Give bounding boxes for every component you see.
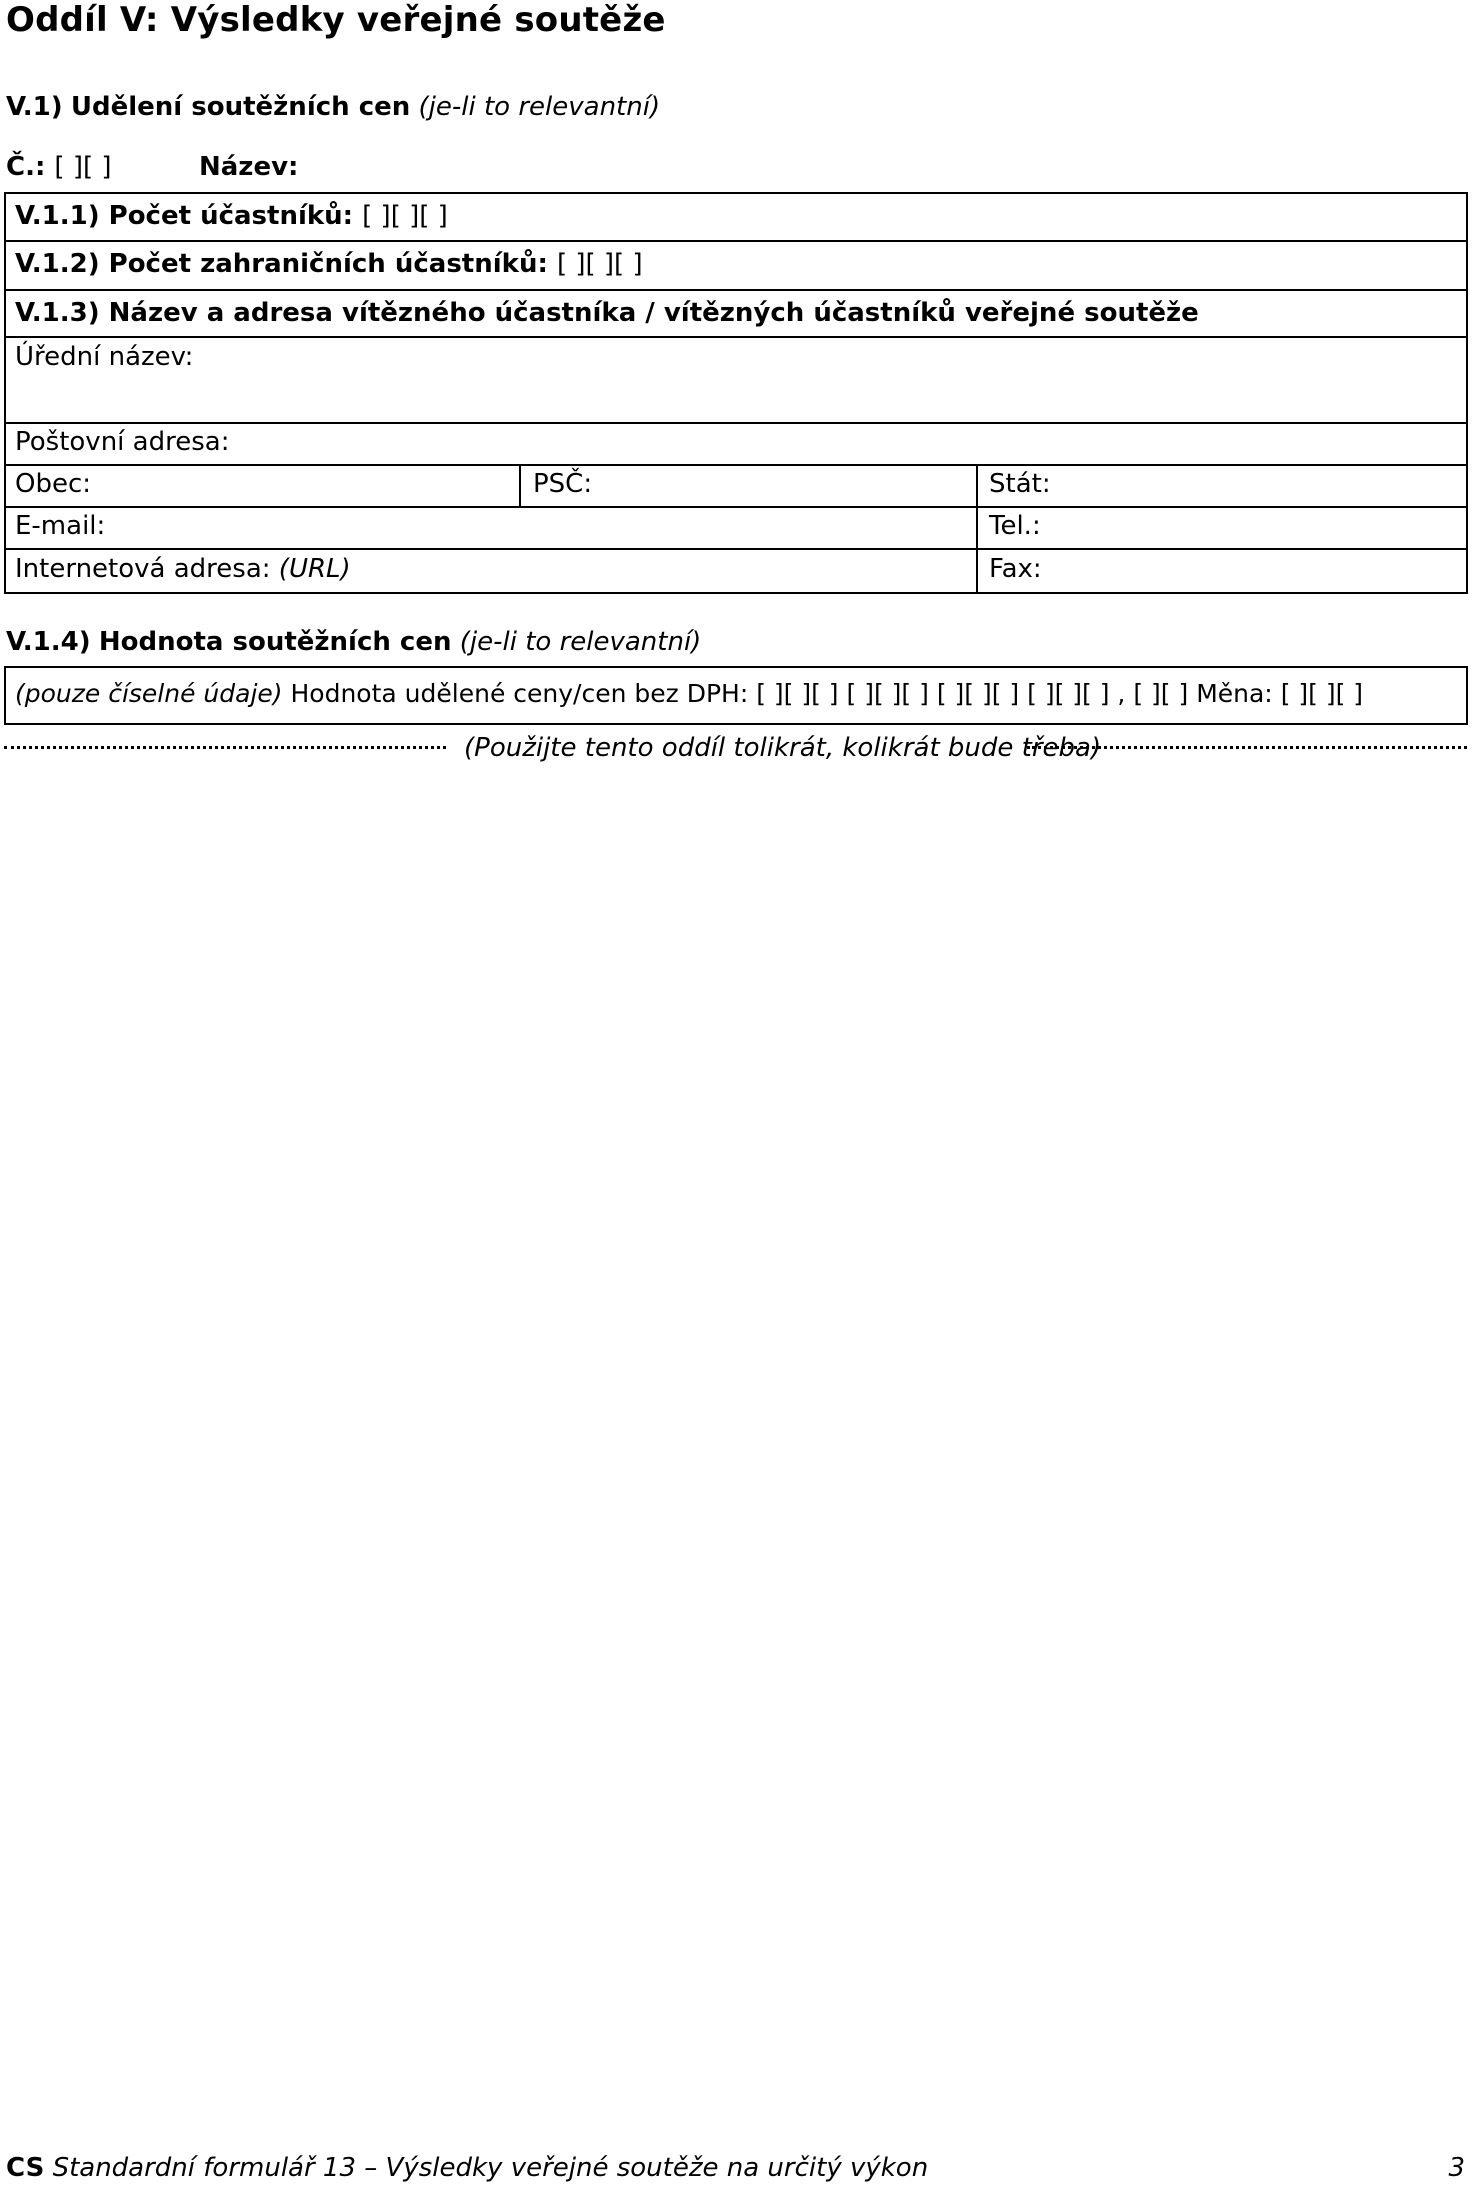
name-label: Název: xyxy=(199,152,299,182)
section-v14-note: (je-li to relevantní) xyxy=(459,627,702,657)
number-boxes[interactable]: [ ][ ] xyxy=(54,152,112,182)
internet-address-note: (URL) xyxy=(278,554,351,584)
participants-count-boxes[interactable]: [ ][ ][ ] xyxy=(362,201,448,231)
page-number: 3 xyxy=(1448,2153,1465,2183)
section-v1-label: Udělení soutěžních cen xyxy=(70,92,411,122)
official-name-field[interactable]: Úřední název: xyxy=(15,342,194,372)
section-v14-number: V.1.4) xyxy=(6,627,91,657)
footer-form-title: Standardní formulář 13 – Výsledky veřejné soutěže na určitý výkon xyxy=(52,2153,929,2183)
number-label: Č.: xyxy=(6,152,46,182)
telephone-field[interactable]: Tel.: xyxy=(989,511,1041,541)
number-row xyxy=(6,152,112,182)
page-title: Oddíl V: Výsledky veřejné soutěže xyxy=(6,0,666,40)
fax-field[interactable]: Fax: xyxy=(989,554,1042,584)
repeat-section-note: (Použijte tento oddíl tolikrát, kolikrát bude třeba) xyxy=(464,733,1102,763)
internet-address-field[interactable] xyxy=(15,554,351,584)
prize-value-boxes[interactable]: [ ][ ][ ] [ ][ ][ ] [ ][ ][ ] [ ][ ][ ] , [ ][ ] xyxy=(756,679,1189,708)
internet-address-label: Internetová adresa: xyxy=(15,554,271,584)
email-field[interactable]: E-mail: xyxy=(15,511,106,541)
currency-label: Měna: xyxy=(1196,679,1273,708)
section-v14-label: Hodnota soutěžních cen xyxy=(98,627,452,657)
country-field[interactable]: Stát: xyxy=(989,469,1051,499)
dotted-rule-left xyxy=(4,746,446,749)
postal-address-field[interactable]: Poštovní adresa: xyxy=(15,427,230,457)
section-v1-heading xyxy=(6,92,660,122)
page-footer xyxy=(6,2153,928,2183)
dotted-rule-right xyxy=(1027,746,1467,749)
winner-heading: V.1.3) Název a adresa vítězného účastníka / vítězných účastníků veřejné soutěže xyxy=(15,298,1199,328)
section-v1-note: (je-li to relevantní) xyxy=(418,92,661,122)
currency-boxes[interactable]: [ ][ ][ ] xyxy=(1280,679,1364,708)
prize-value-label: Hodnota udělené ceny/cen bez DPH: xyxy=(290,679,749,708)
town-field[interactable]: Obec: xyxy=(15,469,92,499)
footer-language-code: CS xyxy=(6,2153,45,2183)
participants-count-label: V.1.1) Počet účastníků: xyxy=(15,201,354,231)
prize-value-note: (pouze číselné údaje) xyxy=(15,679,283,708)
prize-value-row xyxy=(15,679,1363,708)
participants-count-row xyxy=(15,201,448,231)
section-v1-number: V.1) xyxy=(6,92,63,122)
foreign-participants-boxes[interactable]: [ ][ ][ ] xyxy=(556,249,643,279)
foreign-participants-row xyxy=(15,249,643,279)
section-v14-heading xyxy=(6,627,701,657)
foreign-participants-label: V.1.2) Počet zahraničních účastníků: xyxy=(15,249,548,279)
postcode-field[interactable]: PSČ: xyxy=(533,469,593,499)
